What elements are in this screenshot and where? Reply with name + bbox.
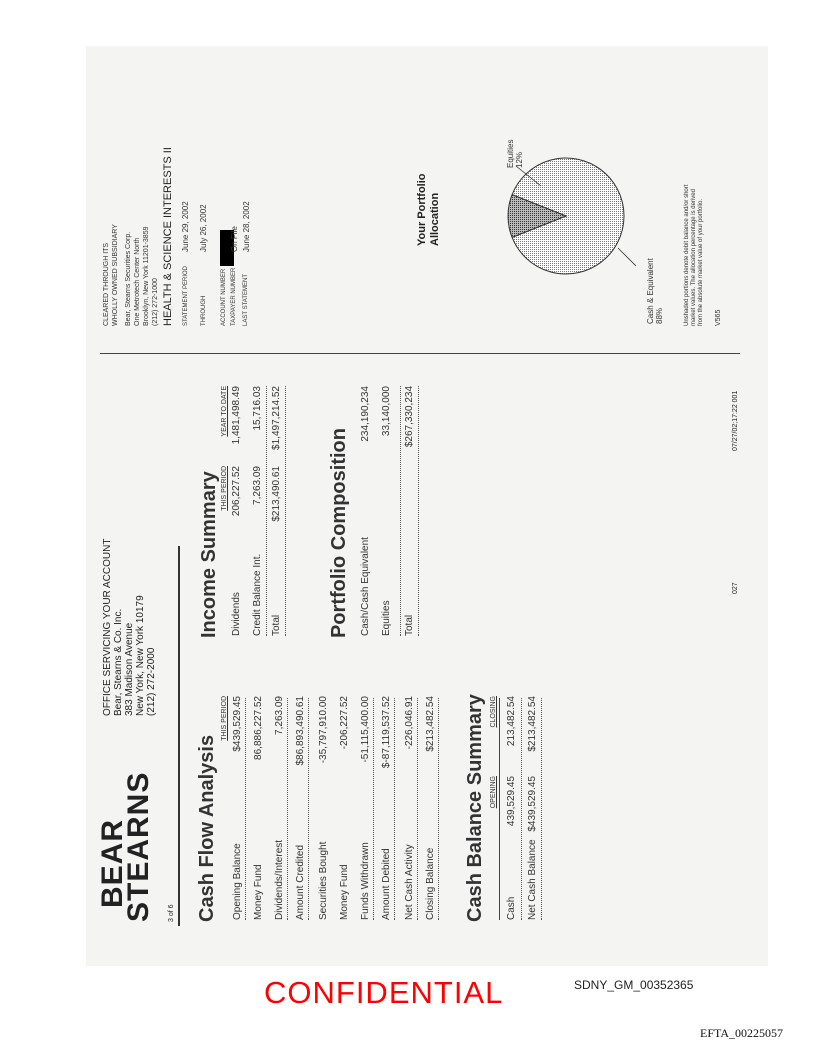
logo-top: BEAR — [96, 818, 129, 908]
dotted-rule — [541, 698, 542, 920]
cash-balance-title: Cash Balance Summary — [464, 694, 486, 922]
cash-flow-value: -35,797,910.00 — [318, 696, 329, 764]
scanned-statement — [86, 46, 768, 966]
dotted-rule — [245, 698, 246, 920]
last-statement-value: June 28, 2002 — [242, 201, 251, 252]
income-label: Total — [271, 614, 282, 636]
cash-flow-label: Net Cash Activity — [404, 844, 415, 920]
portfolio-value: 234,190,234 — [360, 386, 371, 442]
portfolio-label: Cash/Cash Equivalent — [360, 537, 371, 636]
print-timestamp: 07/27/02;17:22 001 — [732, 390, 739, 451]
cash-flow-value: 7,263.09 — [274, 696, 285, 735]
clearing-line: WHOLLY OWNED SUBSIDIARY — [112, 224, 119, 326]
cash-flow-label: Securities Bought — [318, 841, 329, 920]
allocation-title — [416, 173, 442, 246]
office-block — [102, 539, 157, 716]
dotted-rule — [373, 698, 374, 920]
efta-number: EFTA_00225057 — [700, 1026, 784, 1040]
cash-flow-value: -206,227.52 — [339, 696, 350, 750]
cash-balance-label: Net Cash Balance — [527, 839, 538, 920]
confidential-stamp: CONFIDENTIAL — [264, 975, 504, 1010]
dotted-rule — [285, 386, 286, 636]
clearing-line: Bear, Stearns Securities Corp. — [125, 231, 132, 326]
dotted-rule — [438, 698, 439, 920]
income-ytd: 1,481,498.49 — [231, 386, 242, 445]
allocation-title-line: Your Portfolio — [416, 173, 428, 246]
office-line: OFFICE SERVICING YOUR ACCOUNT — [102, 538, 113, 716]
income-period: $213,490.61 — [271, 466, 282, 522]
cash-flow-label: Money Fund — [339, 864, 350, 920]
office-line: 383 Madison Avenue — [124, 622, 135, 716]
clearing-line: Brooklyn, New York 11201-3859 — [143, 226, 150, 326]
account-name: HEALTH & SCIENCE INTERESTS II — [162, 147, 174, 326]
income-period: 206,227.52 — [231, 466, 242, 517]
cash-balance-col-closing: CLOSING — [490, 696, 497, 728]
office-line: Bear, Stearns & Co. Inc. — [113, 608, 124, 716]
dotted-rule — [394, 698, 395, 920]
clearing-line: CLEARED THROUGH ITS — [103, 242, 110, 326]
taxpayer-label: TAXPAYER NUMBER — [231, 267, 237, 326]
portfolio-title: Portfolio Composition — [328, 428, 350, 638]
through-value: July 26, 2002 — [199, 204, 208, 252]
portfolio-label: Equities — [381, 600, 392, 636]
column-divider — [100, 353, 740, 354]
cash-label: Cash & Equivalent — [646, 258, 655, 324]
allocation-pie-chart — [466, 106, 666, 326]
account-label: ACCOUNT NUMBER — [221, 268, 227, 326]
cash-balance-closing: $213,482.54 — [527, 696, 538, 752]
cash-balance-col-opening: OPENING — [490, 776, 497, 809]
dotted-rule — [418, 386, 419, 636]
cash-flow-value: -226,046.91 — [404, 696, 415, 750]
clearing-block — [102, 224, 160, 326]
income-label: Dividends — [231, 592, 242, 636]
dotted-rule — [521, 698, 522, 920]
clearing-line: One Metrotech Center North — [134, 237, 141, 326]
cash-flow-label: Amount Debited — [381, 848, 392, 920]
page-indicator: 3 of 6 — [168, 904, 175, 922]
office-line: (212) 272-2000 — [146, 647, 157, 716]
allocation-note — [684, 185, 705, 326]
period-label: STATEMENT PERIOD — [183, 265, 189, 326]
dotted-rule — [287, 698, 288, 920]
dotted-rule — [266, 386, 267, 636]
cash-flow-col-header: THIS PERIOD — [221, 696, 228, 741]
income-ytd: 15,716.03 — [252, 386, 263, 431]
period-value: June 29, 2002 — [181, 201, 190, 252]
page-code: 027 — [732, 582, 739, 594]
cash-flow-label: Money Fund — [253, 864, 264, 920]
cash-balance-rule — [499, 698, 500, 920]
taxpayer-value: On File — [230, 226, 239, 252]
cash-flow-label: Closing Balance — [425, 847, 436, 920]
allocation-title-line: Allocation — [429, 192, 441, 246]
equities-legend — [506, 140, 524, 168]
portfolio-label: Total — [404, 614, 415, 636]
equities-label: Equities — [506, 139, 515, 168]
office-line: New York, New York 10179 — [135, 595, 146, 716]
cash-flow-label: Funds Withdrawn — [360, 842, 371, 920]
income-col-period: THIS PERIOD — [221, 466, 228, 511]
income-label: Credit Balance Int. — [252, 553, 263, 636]
note-line: from the absolute market value of your portfolio. — [698, 198, 704, 326]
cash-balance-closing: 213,482.54 — [506, 696, 517, 747]
last-statement-label: LAST STATEMENT — [243, 273, 249, 326]
dotted-rule — [400, 386, 401, 636]
cash-flow-title: Cash Flow Analysis — [196, 734, 218, 922]
allocation-code: V565 — [715, 309, 722, 326]
cash-flow-label: Dividends/Interest — [274, 839, 285, 920]
dotted-rule — [417, 698, 418, 920]
bates-number: SDNY_GM_00352365 — [574, 978, 694, 992]
dotted-rule — [308, 698, 309, 920]
rotated-page — [86, 46, 768, 966]
income-period: 7,263.09 — [252, 466, 263, 505]
cash-pct: 88% — [655, 307, 664, 324]
cash-legend — [646, 258, 664, 324]
cash-balance-opening: 439,529.45 — [506, 776, 517, 827]
note-line: market values. The allocation percentage is derived — [691, 189, 697, 326]
note-line: Unshaded portions denote debit balance and/or short — [684, 184, 690, 326]
cash-flow-value: $439,529.45 — [232, 696, 243, 752]
cash-flow-value: $86,893,490.61 — [295, 696, 306, 766]
bear-stearns-logo — [96, 771, 155, 922]
portfolio-value: 33,140,000 — [381, 386, 392, 437]
cash-flow-value: 86,886,227.52 — [253, 696, 264, 760]
cash-balance-opening: $439,529.45 — [527, 776, 538, 832]
income-ytd: $1,497,214.52 — [271, 386, 282, 450]
cash-flow-value: -51,115,400.00 — [360, 696, 371, 763]
cash-flow-label: Opening Balance — [232, 843, 243, 920]
income-col-ytd: YEAR TO DATE — [221, 386, 228, 437]
clearing-line: (212) 272-1000 — [152, 278, 159, 326]
cash-leader-line — [618, 248, 636, 266]
through-label: THROUGH — [201, 295, 207, 326]
cash-flow-value: $213,482.54 — [425, 696, 436, 752]
header-rule — [178, 546, 180, 926]
cash-flow-value: $-87,119,537.52 — [381, 696, 392, 769]
cash-flow-label: Amount Credited — [295, 844, 306, 920]
portfolio-value: $267,330,234 — [404, 386, 415, 448]
income-title: Income Summary — [198, 471, 220, 638]
cash-balance-label: Cash — [506, 896, 517, 920]
logo-bottom: STEARNS — [122, 771, 155, 922]
equities-pct: 12% — [515, 151, 524, 168]
